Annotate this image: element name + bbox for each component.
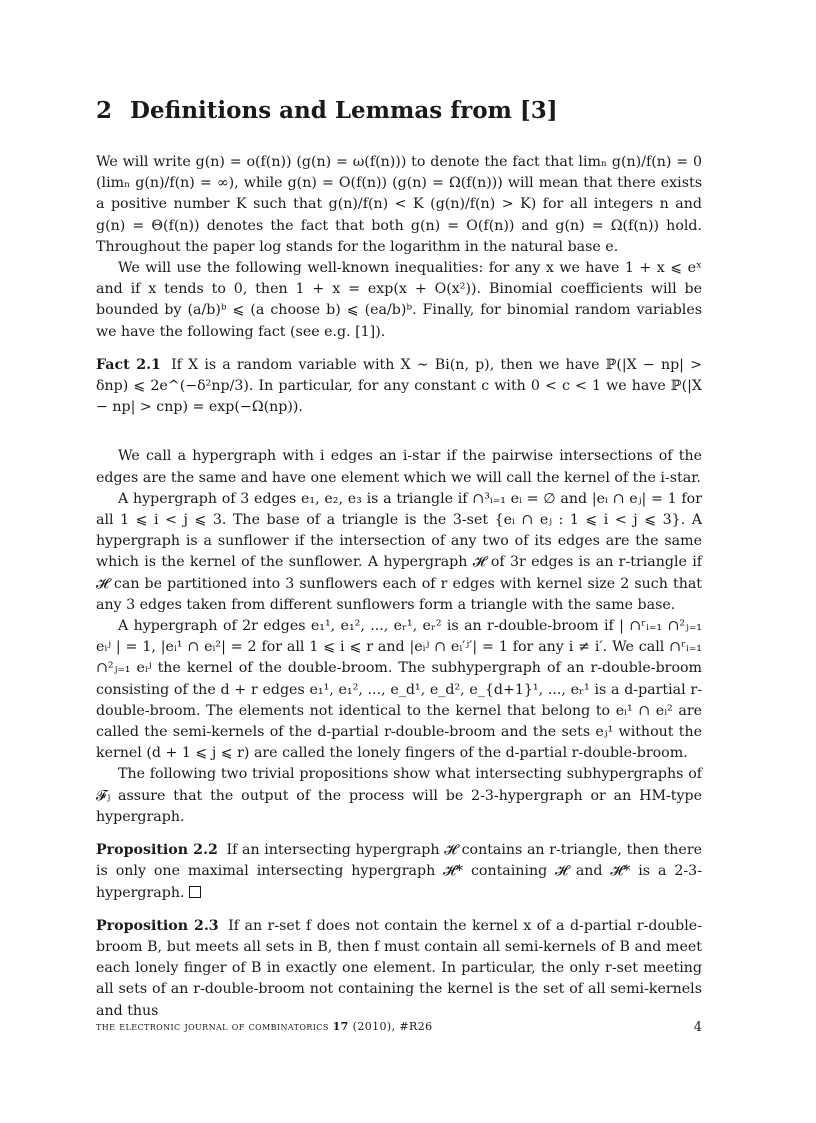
- paragraph-double-broom: A hypergraph of 2r edges e₁¹, e₁², ..., eᵣ¹, eᵣ² is an r-double-broom if | ∩ʳᵢ₌₁ ∩²ⱼ₌₁ eᵢʲ | = 1, |eᵢ¹ ∩ eᵢ²| = 2 for all 1 ⩽ i ⩽ r and |eᵢʲ ∩ eᵢ′ʲ′| = 1 for any i ≠ i′. We call ∩ʳᵢ₌₁ ∩²ⱼ₌₁ eᵢʲ the kernel of the double-broom. The subhypergraph of an r-double-broom consisting of the d + r edges e₁¹, e₁², ..., e_d¹, e_d², e_{d+1}¹, ..., eᵣ¹ is a d-partial r-double-broom. The elements not identical to the kernel that belong to eᵢ¹ ∩ eᵢ² are called the semi-kernels of the d-partial r-double-broom and the sets eⱼ¹ without the kernel (d + 1 ⩽ j ⩽ r) are called the lonely fingers of the d-partial r-double-broom.: [96, 618, 702, 762]
- page-footer: [96, 1020, 702, 1040]
- section-number: 2: [96, 97, 113, 124]
- proposition-2-2-label: Proposition 2.2: [96, 842, 218, 859]
- paragraph-propositions-intro: The following two trivial propositions show what intersecting subhypergraphs of 𝓕ⱼ assure that the output of the process will be 2-3-hypergraph or an HM-type hypergraph.: [96, 766, 702, 825]
- footer-volume: 17: [332, 1020, 349, 1033]
- proposition-2-3-text: If an r-set f does not contain the kernel x of a d-partial r-double-broom B, but meets all sets in B, then f must contain all semi-kernels of B and meet each lonely finger of B in exactly one element. In particular, the only r-set meeting all sets of an r-double-broom not containing the kernel is the set of all semi-kernels and thus: [96, 917, 702, 1019]
- paragraph-triangle: A hypergraph of 3 edges e₁, e₂, e₃ is a triangle if ∩³ᵢ₌₁ eᵢ = ∅ and |eᵢ ∩ eⱼ| = 1 for all 1 ⩽ i < j ⩽ 3. The base of a triangle is the 3-set {eᵢ ∩ eⱼ : 1 ⩽ i < j ⩽ 3}. A hypergraph is a sunflower if the intersection of any two of its edges are the same which is the kernel of the sunflower. A hypergraph 𝓗 of 3r edges is an r-triangle if 𝓗 can be partitioned into 3 sunflowers each of r edges with kernel size 2 such that any 3 edges taken from different sunflowers form a triangle with the same base.: [96, 490, 702, 613]
- page-body: [96, 96, 702, 1022]
- proposition-2-2: [96, 840, 702, 904]
- fact-label: Fact 2.1: [96, 356, 161, 373]
- paragraph-inequalities: We will use the following well-known inequalities: for any x we have 1 + x ⩽ eˣ and if x tends to 0, then 1 + x = exp(x + O(x²)). Binomial coefficients will be bounded by (a/b)ᵇ ⩽ (a choose b) ⩽ (ea/b)ᵇ. Finally, for binomial random variables we have the following fact (see e.g. [1]).: [96, 260, 702, 340]
- footer-year-issue: (2010), #R26: [352, 1020, 433, 1033]
- paragraph-i-star: We call a hypergraph with i edges an i-star if the pairwise intersections of the edges are the same and have one element which we will call the kernel of the i-star.: [96, 448, 702, 486]
- fact-2-1: [96, 355, 702, 419]
- footer-journal-name: the electronic journal of combinatorics: [96, 1020, 329, 1033]
- proposition-2-2-text: If an intersecting hypergraph 𝓗 contains an r-triangle, then there is only one maximal intersecting hypergraph 𝓗* containing 𝓗 and 𝓗* is a 2-3-hypergraph.: [96, 842, 703, 901]
- section-heading: [96, 96, 702, 126]
- proposition-2-3: [96, 916, 702, 1022]
- page-number: 4: [693, 1020, 702, 1035]
- proposition-2-3-label: Proposition 2.3: [96, 917, 219, 934]
- section-title: Definitions and Lemmas from [3]: [130, 97, 558, 124]
- footer-journal: [96, 1020, 433, 1033]
- qed-square-icon: [189, 886, 201, 898]
- fact-text: If X is a random variable with X ∼ Bi(n, p), then we have ℙ(|X − np| > δnp) ⩽ 2e^(−δ²np/3). In particular, for any constant c with 0 < c < 1 we have ℙ(|X − np| > cnp) = exp(−Ω(np)).: [96, 356, 702, 416]
- paragraph-notation: We will write g(n) = o(f(n)) (g(n) = ω(f(n))) to denote the fact that limₙ g(n)/f(n) = 0 (limₙ g(n)/f(n) = ∞), while g(n) = O(f(n)) (g(n) = Ω(f(n))) will mean that there exists a positive number K such that g(n)/f(n) < K (g(n)/f(n) > K) for all integers n and g(n) = Θ(f(n)) denotes the fact that both g(n) = O(f(n)) and g(n) = Ω(f(n)) hold. Throughout the paper log stands for the logarithm in the natural base e.: [96, 154, 702, 255]
